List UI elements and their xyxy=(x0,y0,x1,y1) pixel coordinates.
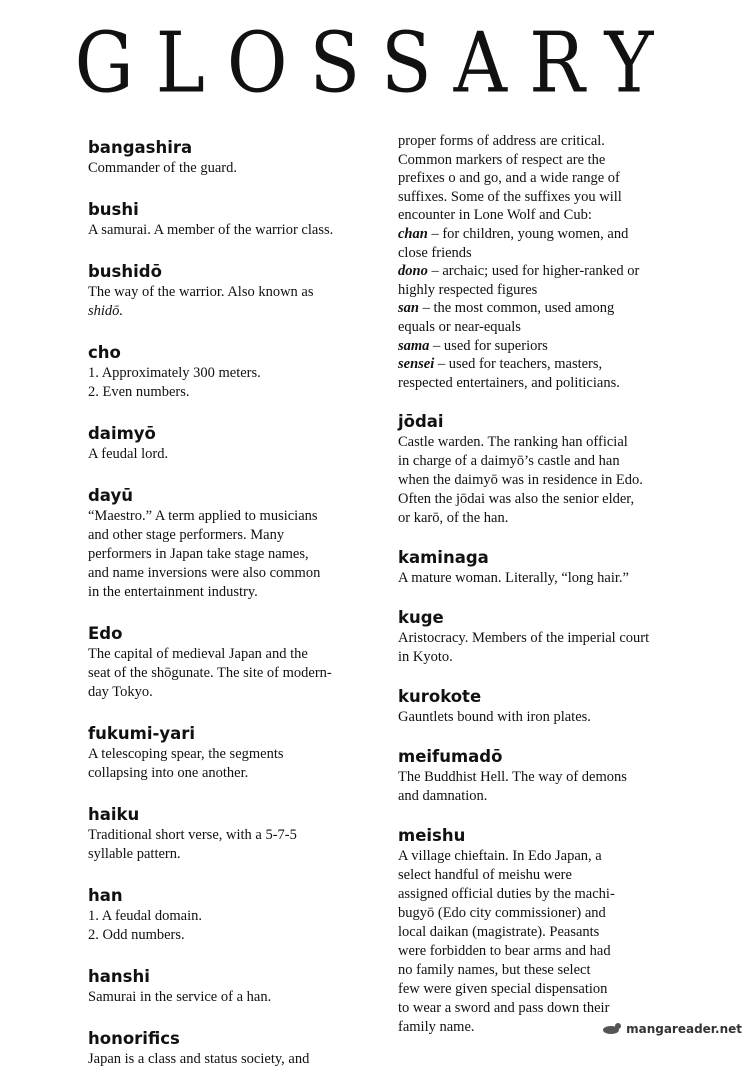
definition-line: Often the jōdai was also the senior elder, xyxy=(398,491,635,508)
definition xyxy=(398,768,660,806)
definition-line: Castle warden. The ranking han official xyxy=(398,434,628,451)
definition-line: few were given special dispensation xyxy=(398,981,608,998)
suffix-sensei xyxy=(398,355,660,374)
suffix-san xyxy=(398,299,660,318)
definition-line: assigned official duties by the machi- xyxy=(398,886,615,903)
definition-line: 1. Approximately 300 meters. xyxy=(88,365,261,381)
definition xyxy=(88,988,350,1007)
term: Edo xyxy=(88,624,123,643)
definition-line: A samurai. A member of the warrior class. xyxy=(88,222,334,238)
definition-line: “Maestro.” A term applied to musicians xyxy=(88,508,318,524)
definition xyxy=(88,445,350,464)
definition xyxy=(88,645,350,702)
definition-line: performers in Japan take stage names, xyxy=(88,546,309,562)
entry-meifumado xyxy=(398,747,660,806)
definition-line: Aristocracy. Members of the imperial court xyxy=(398,630,650,647)
definition-line: prefixes o and go, and a wide range of xyxy=(398,170,620,187)
term: bushi xyxy=(88,200,139,219)
page-title: GLOSSARY xyxy=(74,15,676,112)
definition-line: The way of the warrior. Also known as xyxy=(88,284,314,300)
term: jōdai xyxy=(398,412,444,432)
definition-line: no family names, but these select xyxy=(398,962,591,979)
term: han xyxy=(88,886,123,905)
definition-line: day Tokyo. xyxy=(88,684,153,700)
definition-line: to wear a sword and pass down their xyxy=(398,1000,610,1017)
glossary-left-column xyxy=(88,138,350,1091)
definition-line: The capital of medieval Japan and the xyxy=(88,646,308,662)
definition-line: select handful of meishu were xyxy=(398,867,572,884)
entry-bushi xyxy=(88,200,350,240)
entry-dayu xyxy=(88,486,350,602)
entry-edo xyxy=(88,624,350,702)
suffix-name: sensei xyxy=(398,356,435,373)
suffix-desc: – used for teachers, masters, xyxy=(434,356,603,373)
definition-line: Commander of the guard. xyxy=(88,160,237,176)
definition-line: in the entertainment industry. xyxy=(88,584,258,600)
definition-line: were forbidden to bear arms and had xyxy=(398,943,611,960)
suffix-desc: equals or near-equals xyxy=(398,318,521,335)
suffix-name: sama xyxy=(398,337,430,354)
suffix-desc: highly respected figures xyxy=(398,281,538,298)
entry-kaminaga xyxy=(398,548,660,588)
definition xyxy=(398,708,660,727)
suffix-chan xyxy=(398,225,660,244)
definition-line: Japan is a class and status society, and xyxy=(88,1051,310,1067)
term: kurokote xyxy=(398,687,482,707)
definition-line: Common markers of respect are the xyxy=(398,151,606,168)
suffix-name: chan xyxy=(398,225,428,242)
suffix-desc: – used for superiors xyxy=(429,337,548,354)
term: meishu xyxy=(398,826,466,846)
definition-line: local daikan (magistrate). Peasants xyxy=(398,924,600,941)
definition-line: suffixes. Some of the suffixes you will xyxy=(398,188,622,205)
definition-line: family name. xyxy=(398,1019,475,1036)
definition-line: The Buddhist Hell. The way of demons xyxy=(398,769,627,786)
entry-kuge xyxy=(398,608,660,667)
suffix-dono xyxy=(398,262,660,281)
watermark-link[interactable] xyxy=(601,1022,742,1036)
definition-line: and damnation. xyxy=(398,788,488,805)
definition-line: A feudal lord. xyxy=(88,446,169,462)
term: honorifics xyxy=(88,1029,180,1048)
definition xyxy=(88,283,350,321)
entry-fukumi-yari xyxy=(88,724,350,783)
definition-line: bugyō (Edo city commissioner) and xyxy=(398,905,606,922)
term: kaminaga xyxy=(398,548,489,568)
watermark-text: mangareader.net xyxy=(626,1022,742,1036)
term: meifumadō xyxy=(398,747,503,767)
suffix-desc: – the most common, used among xyxy=(418,300,615,317)
definition-line: syllable pattern. xyxy=(88,846,181,862)
term: kuge xyxy=(398,608,444,628)
definition xyxy=(398,569,660,588)
entry-jodai xyxy=(398,412,660,528)
definition xyxy=(398,629,660,667)
term: haiku xyxy=(88,805,140,824)
entry-han xyxy=(88,886,350,945)
suffix-desc: close friends xyxy=(398,244,472,261)
definition xyxy=(88,364,350,402)
entry-cho xyxy=(88,343,350,402)
definition-line: and other stage performers. Many xyxy=(88,527,285,543)
definition xyxy=(88,507,350,602)
definition xyxy=(88,221,350,240)
definition-line: Gauntlets bound with iron plates. xyxy=(398,709,591,726)
suffix-desc: – for children, young women, and xyxy=(427,225,629,242)
definition xyxy=(88,826,350,864)
definition xyxy=(88,907,350,945)
entry-honorifics xyxy=(88,1029,350,1069)
definition-line: 2. Odd numbers. xyxy=(88,927,185,943)
definition xyxy=(398,847,660,1037)
term: bangashira xyxy=(88,138,193,157)
definition-line: Traditional short verse, with a 5-7-5 xyxy=(88,827,297,843)
suffix-name: dono xyxy=(398,263,428,280)
definition-line: encounter in Lone Wolf and Cub: xyxy=(398,207,592,224)
glossary-right-column xyxy=(398,132,660,1057)
term: daimyō xyxy=(88,424,156,443)
definition-line: Samurai in the service of a han. xyxy=(88,989,272,1005)
term: hanshi xyxy=(88,967,150,986)
definition-line: A village chieftain. In Edo Japan, a xyxy=(398,848,602,865)
entry-hanshi xyxy=(88,967,350,1007)
definition-line: collapsing into one another. xyxy=(88,765,249,781)
entry-daimyo xyxy=(88,424,350,464)
definition xyxy=(398,433,660,528)
entry-bangashira xyxy=(88,138,350,178)
definition-line: 2. Even numbers. xyxy=(88,384,190,400)
term: bushidō xyxy=(88,262,162,281)
suffix-desc: respected entertainers, and politicians. xyxy=(398,374,620,391)
entry-haiku xyxy=(88,805,350,864)
entry-meishu xyxy=(398,826,660,1037)
entry-kurokote xyxy=(398,687,660,727)
definition xyxy=(88,1050,350,1069)
definition-line: A telescoping spear, the segments xyxy=(88,746,284,762)
entry-bushido xyxy=(88,262,350,321)
term: fukumi-yari xyxy=(88,724,196,743)
mangareader-logo-icon xyxy=(601,1022,623,1036)
suffix-desc: – archaic; used for higher-ranked or xyxy=(427,263,640,280)
definition-line: and name inversions were also common xyxy=(88,565,321,581)
honorifics-continued xyxy=(398,132,660,392)
suffix-name: san xyxy=(398,300,419,317)
definition-line: proper forms of address are critical. xyxy=(398,133,605,149)
definition-line: seat of the shōgunate. The site of modern- xyxy=(88,665,332,681)
definition-line: 1. A feudal domain. xyxy=(88,908,202,924)
suffix-sama xyxy=(398,337,660,356)
definition xyxy=(88,159,350,178)
term: cho xyxy=(88,343,121,362)
definition-line: when the daimyō was in residence in Edo. xyxy=(398,472,643,489)
definition-line: in charge of a daimyō’s castle and han xyxy=(398,453,620,470)
definition-line: or karō, of the han. xyxy=(398,510,509,527)
definition-line: in Kyoto. xyxy=(398,649,453,666)
definition-line: shidō. xyxy=(88,303,124,319)
definition xyxy=(88,745,350,783)
term: dayū xyxy=(88,486,133,505)
definition-line: A mature woman. Literally, “long hair.” xyxy=(398,570,629,587)
